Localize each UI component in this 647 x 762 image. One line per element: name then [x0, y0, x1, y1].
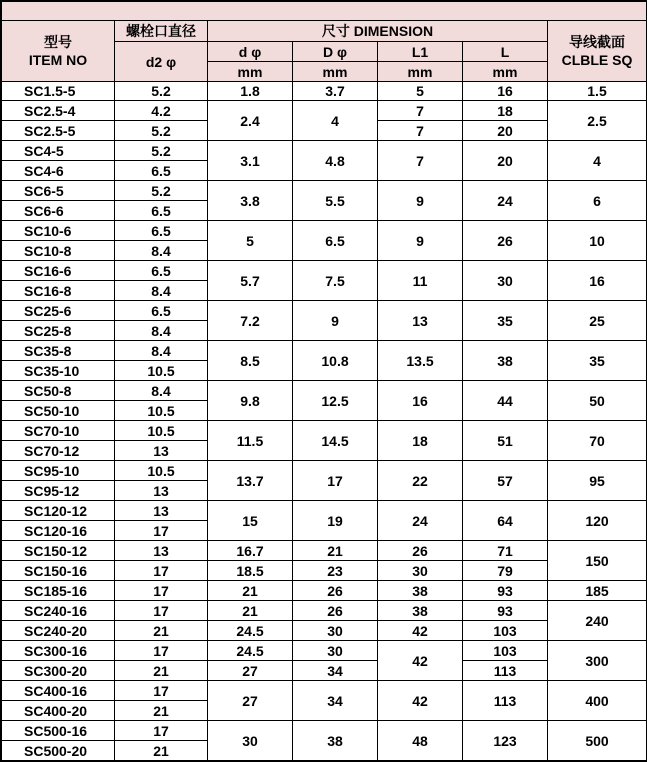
d-value: 8.5: [208, 341, 293, 381]
L1-value: 9: [378, 181, 463, 221]
d-value: 21: [208, 601, 293, 621]
unit-d: mm: [208, 62, 293, 82]
bolt-dia: 13: [115, 541, 208, 561]
L-value: 24: [463, 181, 548, 221]
L-value: 93: [463, 581, 548, 601]
item-no: SC150-12: [2, 541, 115, 561]
d-value: 16.7: [208, 541, 293, 561]
d-value: 24.5: [208, 641, 293, 661]
L1-value: 22: [378, 461, 463, 501]
d-value: 27: [208, 661, 293, 681]
D-value: 7.5: [293, 261, 378, 301]
bolt-dia: 21: [115, 621, 208, 641]
d-value: 5: [208, 221, 293, 261]
item-no: SC10-8: [2, 241, 115, 261]
bolt-dia: 5.2: [115, 181, 208, 201]
L-value: 38: [463, 341, 548, 381]
bolt-dia: 8.4: [115, 241, 208, 261]
L1-value: 38: [378, 581, 463, 601]
L1-value: 7: [378, 141, 463, 181]
D-value: 4: [293, 101, 378, 141]
D-value: 30: [293, 641, 378, 661]
L-value: 71: [463, 541, 548, 561]
cable-sq: 500: [548, 721, 647, 761]
d-value: 15: [208, 501, 293, 541]
cable-sq: 50: [548, 381, 647, 421]
L1-value: 42: [378, 641, 463, 681]
L-value: 123: [463, 721, 548, 761]
cable-sq: 35: [548, 341, 647, 381]
D-value: 30: [293, 621, 378, 641]
bolt-header-cn: 螺栓口直径: [115, 21, 208, 42]
d-value: 13.7: [208, 461, 293, 501]
L-value: 103: [463, 621, 548, 641]
wire-header: [548, 21, 647, 82]
L-value: 79: [463, 561, 548, 581]
item-no: SC500-20: [2, 741, 115, 761]
D-value: 3.7: [293, 82, 378, 101]
unit-L1: mm: [378, 62, 463, 82]
bolt-dia: 10.5: [115, 401, 208, 421]
D-value: 5.5: [293, 181, 378, 221]
bolt-header-en: d2 φ: [115, 42, 208, 82]
item-no: SC400-16: [2, 681, 115, 701]
item-no: SC185-16: [2, 581, 115, 601]
item-no: SC6-5: [2, 181, 115, 201]
bolt-dia: 5.2: [115, 121, 208, 141]
item-no: SC2.5-4: [2, 101, 115, 121]
L1-value: 13: [378, 301, 463, 341]
L-value: 18: [463, 101, 548, 121]
d-value: 7.2: [208, 301, 293, 341]
item-no: SC35-8: [2, 341, 115, 361]
L1-value: 26: [378, 541, 463, 561]
item-no: SC4-6: [2, 161, 115, 181]
item-no: SC400-20: [2, 701, 115, 721]
cable-sq: 25: [548, 301, 647, 341]
d-value: 30: [208, 721, 293, 761]
cable-sq: 185: [548, 581, 647, 601]
d-value: 27: [208, 681, 293, 721]
L-value: 44: [463, 381, 548, 421]
bolt-dia: 5.2: [115, 141, 208, 161]
d-value: 5.7: [208, 261, 293, 301]
bolt-dia: 13: [115, 481, 208, 501]
L1-value: 24: [378, 501, 463, 541]
D-value: 12.5: [293, 381, 378, 421]
dimension-header: 尺寸 DIMENSION: [208, 21, 548, 42]
bolt-dia: 8.4: [115, 341, 208, 361]
item-no: SC120-12: [2, 501, 115, 521]
bolt-dia: 8.4: [115, 381, 208, 401]
D-value: 34: [293, 661, 378, 681]
d-value: 1.8: [208, 82, 293, 101]
L1-value: 7: [378, 101, 463, 121]
bolt-dia: 5.2: [115, 82, 208, 101]
col-header-L1: L1: [378, 42, 463, 62]
bolt-dia: 6.5: [115, 201, 208, 221]
bolt-dia: 17: [115, 681, 208, 701]
d-value: 24.5: [208, 621, 293, 641]
L1-value: 18: [378, 421, 463, 461]
item-no: SC2.5-5: [2, 121, 115, 141]
bolt-dia: 13: [115, 441, 208, 461]
bolt-dia: 6.5: [115, 301, 208, 321]
bolt-dia: 17: [115, 521, 208, 541]
L-value: 51: [463, 421, 548, 461]
col-header-D: D φ: [293, 42, 378, 62]
header-top-band: [2, 2, 647, 21]
item-no: SC16-6: [2, 261, 115, 281]
item-no: SC25-6: [2, 301, 115, 321]
L-value: 30: [463, 261, 548, 301]
L-value: 103: [463, 641, 548, 661]
L1-value: 7: [378, 121, 463, 141]
model-header-en: ITEM NO: [28, 52, 88, 68]
model-header-cn: 型号: [44, 34, 72, 50]
item-no: SC1.5-5: [2, 82, 115, 101]
bolt-dia: 17: [115, 581, 208, 601]
item-no: SC500-16: [2, 721, 115, 741]
item-no: SC25-8: [2, 321, 115, 341]
L1-value: 13.5: [378, 341, 463, 381]
D-value: 14.5: [293, 421, 378, 461]
D-value: 21: [293, 541, 378, 561]
bolt-dia: 17: [115, 561, 208, 581]
item-no: SC6-6: [2, 201, 115, 221]
bolt-dia: 17: [115, 721, 208, 741]
D-value: 4.8: [293, 141, 378, 181]
col-header-L: L: [463, 42, 548, 62]
item-no: SC240-16: [2, 601, 115, 621]
cable-sq: 4: [548, 141, 647, 181]
bolt-dia: 13: [115, 501, 208, 521]
D-value: 9: [293, 301, 378, 341]
L-value: 93: [463, 601, 548, 621]
D-value: 10.8: [293, 341, 378, 381]
cable-sq: 150: [548, 541, 647, 581]
L1-value: 42: [378, 681, 463, 721]
D-value: 38: [293, 721, 378, 761]
bolt-dia: 10.5: [115, 461, 208, 481]
L1-value: 16: [378, 381, 463, 421]
model-header: [2, 21, 115, 82]
bolt-dia: 8.4: [115, 321, 208, 341]
L-value: 64: [463, 501, 548, 541]
L-value: 26: [463, 221, 548, 261]
cable-sq: 240: [548, 601, 647, 641]
bolt-dia: 17: [115, 601, 208, 621]
item-no: SC300-20: [2, 661, 115, 681]
d-value: 18.5: [208, 561, 293, 581]
cable-sq: 300: [548, 641, 647, 681]
bolt-dia: 10.5: [115, 421, 208, 441]
item-no: SC70-12: [2, 441, 115, 461]
cable-sq: 400: [548, 681, 647, 721]
cable-sq: 16: [548, 261, 647, 301]
L-value: 113: [463, 681, 548, 721]
item-no: SC95-10: [2, 461, 115, 481]
bolt-dia: 6.5: [115, 261, 208, 281]
L-value: 20: [463, 141, 548, 181]
L-value: 113: [463, 661, 548, 681]
L-value: 57: [463, 461, 548, 501]
bolt-dia: 4.2: [115, 101, 208, 121]
item-no: SC70-10: [2, 421, 115, 441]
cable-sq: 120: [548, 501, 647, 541]
D-value: 6.5: [293, 221, 378, 261]
bolt-dia: 21: [115, 741, 208, 761]
bolt-dia: 17: [115, 641, 208, 661]
D-value: 26: [293, 601, 378, 621]
d-value: 2.4: [208, 101, 293, 141]
cable-sq: 10: [548, 221, 647, 261]
L-value: 35: [463, 301, 548, 341]
item-no: SC120-16: [2, 521, 115, 541]
L1-value: 9: [378, 221, 463, 261]
D-value: 19: [293, 501, 378, 541]
L-value: 20: [463, 121, 548, 141]
d-value: 21: [208, 581, 293, 601]
unit-L: mm: [463, 62, 548, 82]
cable-lug-spec-table: [1, 1, 647, 761]
item-no: SC10-6: [2, 221, 115, 241]
item-no: SC16-8: [2, 281, 115, 301]
item-no: SC95-12: [2, 481, 115, 501]
item-no: SC300-16: [2, 641, 115, 661]
L1-value: 11: [378, 261, 463, 301]
L1-value: 42: [378, 621, 463, 641]
D-value: 17: [293, 461, 378, 501]
bolt-dia: 6.5: [115, 161, 208, 181]
cable-sq: 6: [548, 181, 647, 221]
d-value: 3.1: [208, 141, 293, 181]
bolt-dia: 10.5: [115, 361, 208, 381]
bolt-dia: 21: [115, 701, 208, 721]
L1-value: 48: [378, 721, 463, 761]
d-value: 9.8: [208, 381, 293, 421]
bolt-dia: 21: [115, 661, 208, 681]
bolt-dia: 8.4: [115, 281, 208, 301]
D-value: 34: [293, 681, 378, 721]
cable-sq: 95: [548, 461, 647, 501]
d-value: 3.8: [208, 181, 293, 221]
item-no: SC35-10: [2, 361, 115, 381]
wire-header-cn: 导线截面: [569, 34, 625, 50]
D-value: 26: [293, 581, 378, 601]
wire-header-en: CLBLE SQ: [561, 52, 633, 68]
cable-sq: 2.5: [548, 101, 647, 141]
cable-sq: 1.5: [548, 82, 647, 101]
col-header-d: d φ: [208, 42, 293, 62]
item-no: SC50-8: [2, 381, 115, 401]
item-no: SC4-5: [2, 141, 115, 161]
bolt-dia: 6.5: [115, 221, 208, 241]
L1-value: 5: [378, 82, 463, 101]
L-value: 16: [463, 82, 548, 101]
D-value: 23: [293, 561, 378, 581]
cable-sq: 70: [548, 421, 647, 461]
unit-D: mm: [293, 62, 378, 82]
L1-value: 38: [378, 601, 463, 621]
L1-value: 30: [378, 561, 463, 581]
d-value: 11.5: [208, 421, 293, 461]
item-no: SC240-20: [2, 621, 115, 641]
item-no: SC50-10: [2, 401, 115, 421]
item-no: SC150-16: [2, 561, 115, 581]
